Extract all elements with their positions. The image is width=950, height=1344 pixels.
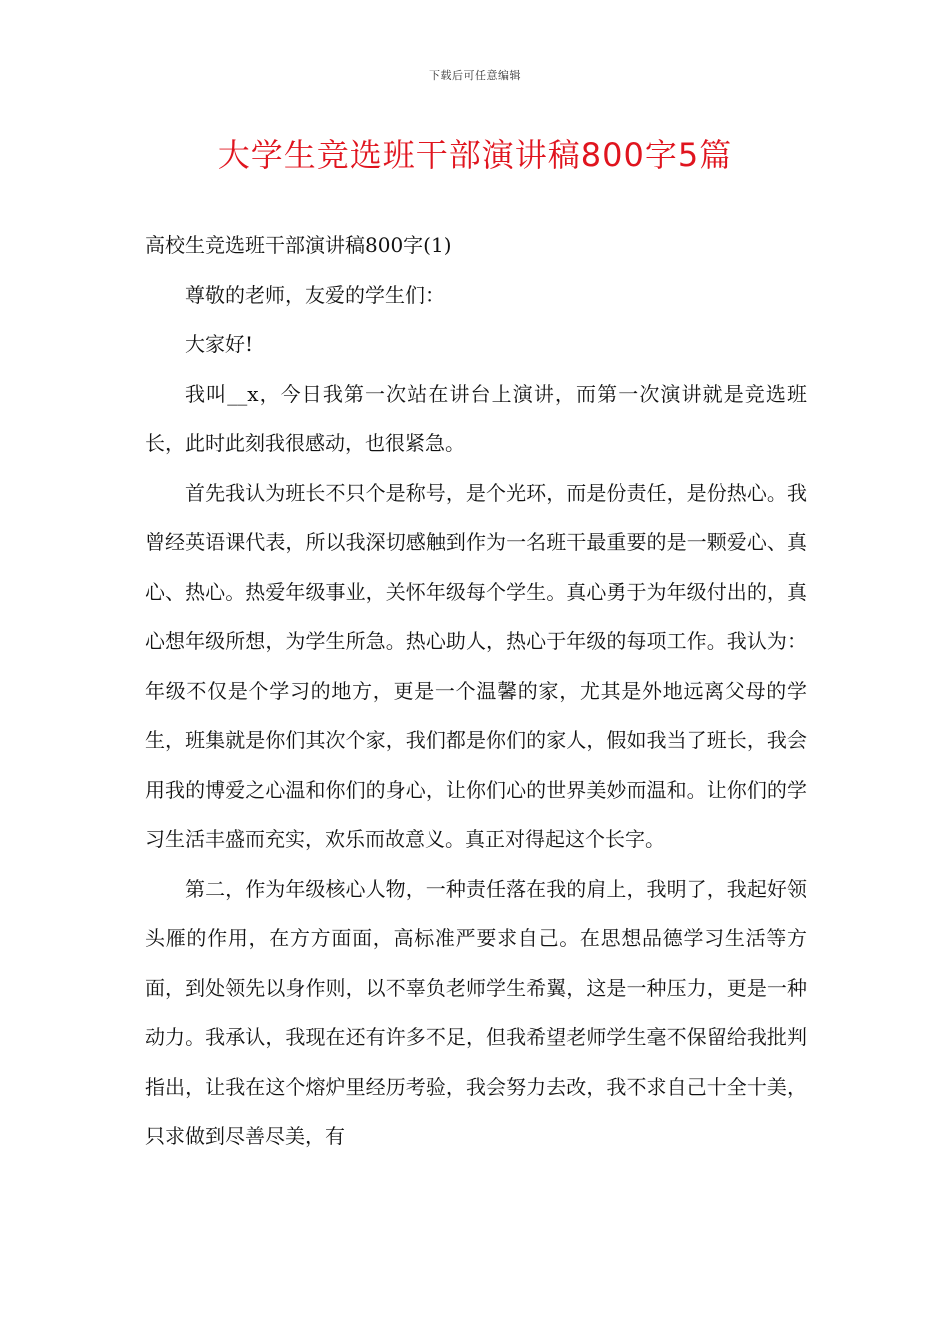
paragraph-salutation: 尊敬的老师，友爱的学生们： [185,282,445,307]
paragraph-first-point: 首先我认为班长不只个是称号，是个光环，而是份责任，是份热心。我曾经英语课代表，所以我深切感触到作为一名班干最重要的是一颗爱心、真心、热心。热爱年级事业，关怀年级每个学生。真心勇于为年级付出的，真心想年级所想，为学生所急。热心助人，热心于年级的每项工作。我认为：年级不仅是个学习的地方，更是一个温馨的家，尤其是外地远离父母的学生，班集就是你们其次个家，我们都是你们的家人，假如我当了班长，我会用我的博爱之心温和你们的身心，让你们心的世界美妙而温和。让你们的学习生活丰盛而充实，欢乐而故意义。真正对得起这个长字。 [145,480,807,851]
document-title: 大学生竞选班干部演讲稿800字5篇 [217,136,733,174]
header-note: 下载后可任意编辑 [429,69,521,82]
paragraph-greeting: 大家好! [185,332,254,356]
document-body [145,221,807,1162]
paragraph-intro: 我叫__x，今日我第一次站在讲台上演讲，而第一次演讲就是竞选班长，此时此刻我很感动，也很紧急。 [145,381,807,455]
section-heading: 高校生竞选班干部演讲稿800字(1) [145,233,452,257]
paragraph-second-point: 第二，作为年级核心人物，一种责任落在我的肩上，我明了，我起好领头雁的作用，在方方面面，高标准严要求自己。在思想品德学习生活等方面，到处领先以身作则，以不辜负老师学生希翼，这是一种压力，更是一种动力。我承认，我现在还有许多不足，但我希望老师学生毫不保留给我批判指出，让我在这个熔炉里经历考验，我会努力去改，我不求自己十全十美，只求做到尽善尽美，有 [145,876,807,1148]
